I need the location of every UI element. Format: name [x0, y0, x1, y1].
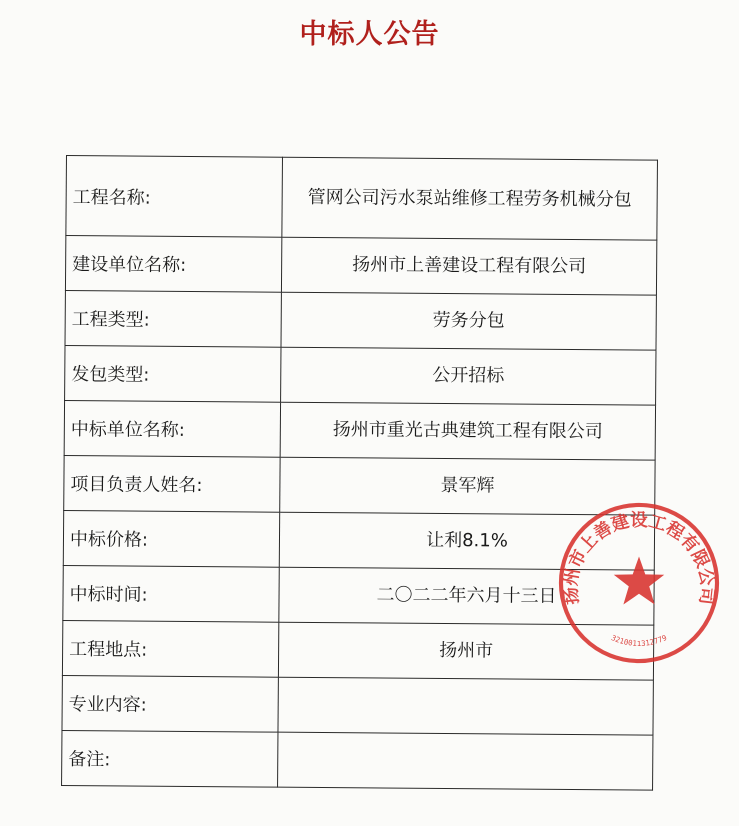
table-row — [65, 345, 656, 405]
seal-company-text: 扬州市上善建设工程有限公司 — [561, 511, 717, 606]
row-value: 公开招标 — [281, 347, 656, 405]
row-value: 管网公司污水泵站维修工程劳务机械分包 — [282, 157, 658, 240]
row-label: 工程类型: — [65, 290, 281, 347]
row-label: 建设单位名称: — [65, 236, 281, 293]
table-row — [62, 730, 653, 790]
row-value — [278, 677, 653, 735]
row-value: 劳务分包 — [281, 292, 656, 350]
company-seal — [556, 500, 722, 666]
row-value: 景军辉 — [280, 457, 655, 515]
row-label: 中标时间: — [63, 565, 279, 622]
row-value: 扬州市 — [278, 622, 653, 680]
table-row — [62, 675, 653, 735]
row-value: 让利8.1% — [279, 512, 654, 570]
announcement-table-container — [61, 155, 658, 798]
row-label: 专业内容: — [62, 675, 278, 732]
seal-number-text: 3210011312779 — [609, 633, 669, 648]
row-label: 中标价格: — [63, 510, 279, 567]
row-label: 备注: — [62, 730, 278, 787]
table-row — [64, 400, 655, 460]
seal-graphic — [560, 505, 717, 661]
row-value — [278, 732, 653, 790]
row-label: 发包类型: — [65, 345, 281, 402]
row-label: 中标单位名称: — [64, 400, 280, 457]
table-row — [65, 236, 656, 296]
announcement-table — [61, 155, 658, 791]
page-title: 中标人公告 — [299, 19, 440, 50]
row-value: 扬州市重光古典建筑工程有限公司 — [280, 402, 655, 460]
seal-star-icon — [614, 556, 664, 604]
row-label: 工程名称: — [66, 156, 283, 238]
row-value: 扬州市上善建设工程有限公司 — [281, 237, 656, 295]
table-row — [65, 290, 656, 350]
table-row — [66, 156, 658, 241]
row-label: 工程地点: — [62, 620, 278, 677]
row-value: 二〇二二年六月十三日 — [279, 567, 654, 625]
row-label: 项目负责人姓名: — [64, 455, 280, 512]
